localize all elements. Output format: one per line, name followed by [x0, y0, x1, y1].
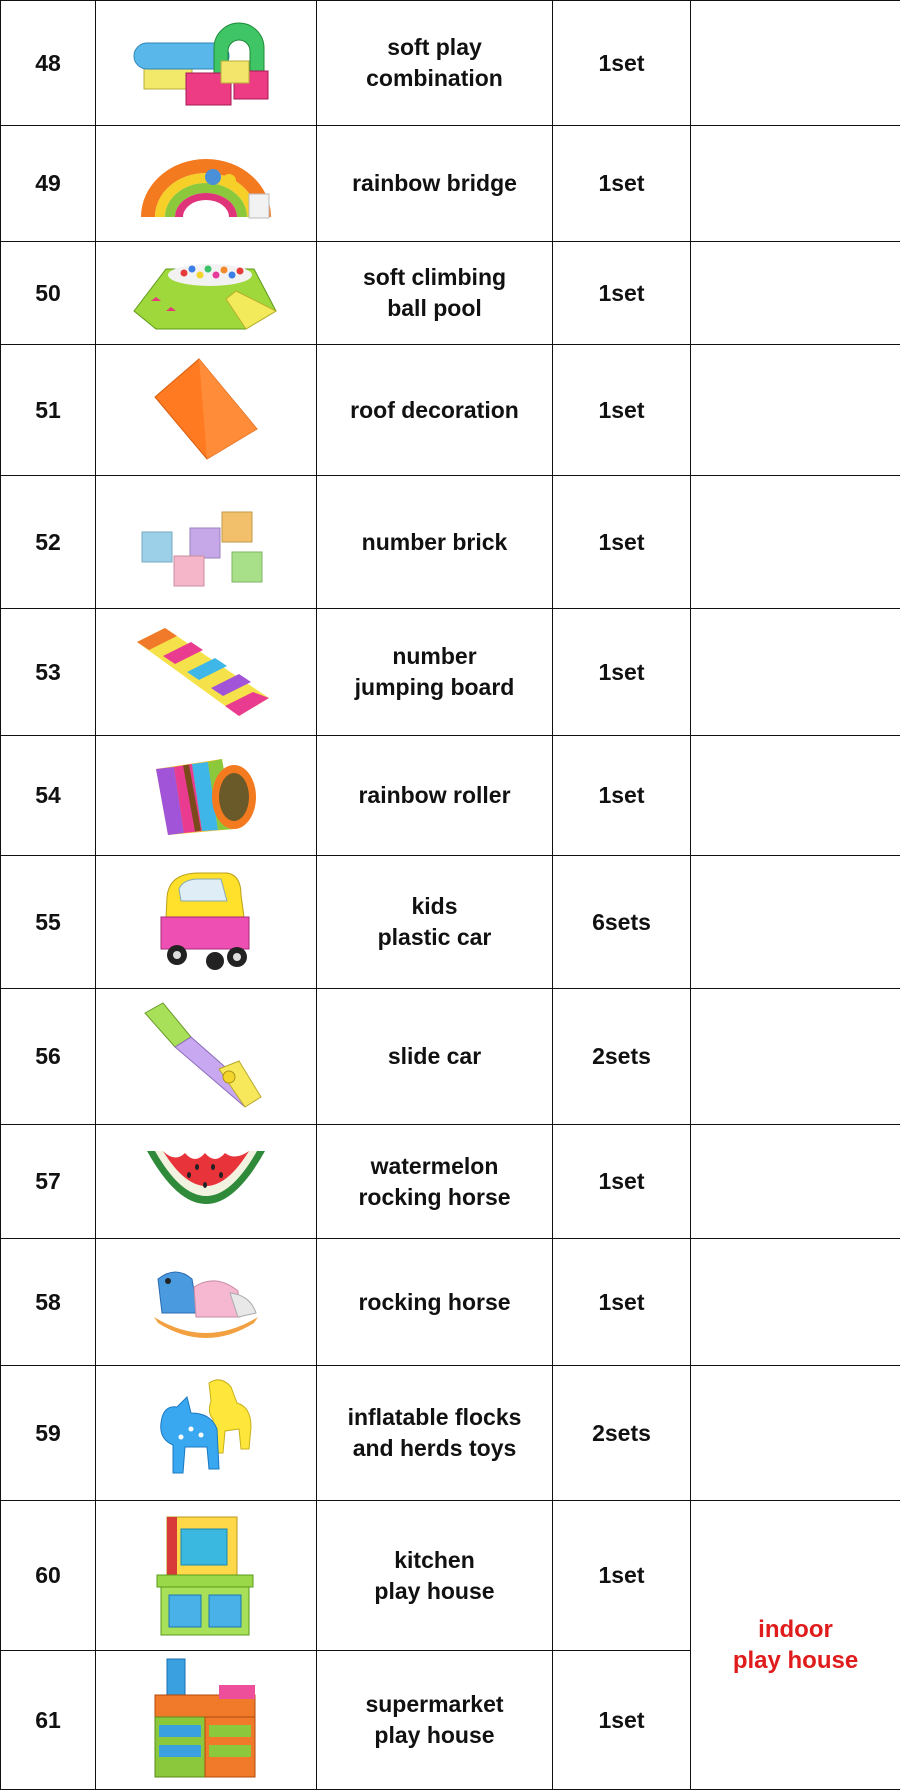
product-image: [96, 1125, 317, 1239]
remark-cell: [691, 242, 900, 345]
product-name: slide car: [317, 989, 553, 1125]
table-row: [1, 1239, 900, 1366]
product-image: [96, 989, 317, 1125]
table-row: [1, 1366, 900, 1501]
quantity: 1set: [553, 345, 691, 476]
item-number: 61: [1, 1651, 96, 1790]
quantity: 1set: [553, 476, 691, 609]
item-number: 52: [1, 476, 96, 609]
quantity: 1set: [553, 609, 691, 736]
item-number: 54: [1, 736, 96, 856]
quantity: 2sets: [553, 989, 691, 1125]
table-row: [1, 242, 900, 345]
quantity: 1set: [553, 242, 691, 345]
watermelon-rocker-icon: [141, 1137, 271, 1227]
item-number: 57: [1, 1125, 96, 1239]
item-number: 53: [1, 609, 96, 736]
product-name: rocking horse: [317, 1239, 553, 1366]
group-remark: indoor play house: [691, 1501, 900, 1790]
product-name: watermelon rocking horse: [317, 1125, 553, 1239]
product-name: kids plastic car: [317, 856, 553, 989]
product-name: number jumping board: [317, 609, 553, 736]
product-image: [96, 609, 317, 736]
product-name: soft play combination: [317, 1, 553, 126]
quantity: 1set: [553, 1501, 691, 1651]
table-row: [1, 1, 900, 126]
product-image: [96, 1366, 317, 1501]
rocking-horse-icon: [146, 1257, 266, 1347]
product-image: [96, 856, 317, 989]
item-number: 58: [1, 1239, 96, 1366]
table-row: [1, 126, 900, 242]
rainbow-roller-icon: [146, 751, 266, 841]
product-name: rainbow bridge: [317, 126, 553, 242]
remark-cell: [691, 1125, 900, 1239]
product-name: supermarket play house: [317, 1651, 553, 1790]
jumping-board-icon: [131, 620, 281, 725]
product-image: [96, 1501, 317, 1651]
remark-cell: [691, 476, 900, 609]
product-image: [96, 126, 317, 242]
supermarket-play-house-icon: [149, 1655, 264, 1785]
kitchen-play-house-icon: [151, 1511, 261, 1641]
remark-cell: [691, 856, 900, 989]
table-row: [1, 476, 900, 609]
plastic-car-icon: [151, 867, 261, 977]
product-image: [96, 1651, 317, 1790]
product-image: [96, 736, 317, 856]
quantity: 6sets: [553, 856, 691, 989]
remark-cell: [691, 609, 900, 736]
number-brick-icon: [136, 492, 276, 592]
remark-cell: [691, 1366, 900, 1501]
table-row: [1, 345, 900, 476]
table-row: [1, 989, 900, 1125]
quantity: 2sets: [553, 1366, 691, 1501]
quantity: 1set: [553, 126, 691, 242]
remark-cell: [691, 1239, 900, 1366]
product-image: [96, 476, 317, 609]
ball-pool-icon: [126, 251, 286, 336]
item-number: 60: [1, 1501, 96, 1651]
item-number: 51: [1, 345, 96, 476]
rainbow-bridge-icon: [131, 139, 281, 229]
remark-cell: [691, 1, 900, 126]
item-number: 49: [1, 126, 96, 242]
quantity: 1set: [553, 1125, 691, 1239]
slide-car-icon: [141, 999, 271, 1114]
soft-play-combination-icon: [126, 13, 286, 113]
quantity: 1set: [553, 1651, 691, 1790]
remark-cell: [691, 736, 900, 856]
product-image: [96, 242, 317, 345]
product-name: number brick: [317, 476, 553, 609]
table-row: [1, 1125, 900, 1239]
item-number: 56: [1, 989, 96, 1125]
table-row: [1, 736, 900, 856]
product-name: inflatable flocks and herds toys: [317, 1366, 553, 1501]
product-image: [96, 1, 317, 126]
remark-cell: [691, 345, 900, 476]
inflatable-animals-icon: [151, 1373, 261, 1493]
table-row: [1, 1501, 900, 1651]
product-name: roof decoration: [317, 345, 553, 476]
item-number: 50: [1, 242, 96, 345]
table-row: [1, 856, 900, 989]
item-number: 48: [1, 1, 96, 126]
table-row: [1, 609, 900, 736]
product-name: kitchen play house: [317, 1501, 553, 1651]
product-name: soft climbing ball pool: [317, 242, 553, 345]
remark-cell: [691, 989, 900, 1125]
item-number: 59: [1, 1366, 96, 1501]
product-image: [96, 345, 317, 476]
quantity: 1set: [553, 1239, 691, 1366]
item-number: 55: [1, 856, 96, 989]
product-image: [96, 1239, 317, 1366]
remark-cell: [691, 126, 900, 242]
quantity: 1set: [553, 736, 691, 856]
roof-decoration-icon: [141, 355, 271, 465]
quantity: 1set: [553, 1, 691, 126]
product-name: rainbow roller: [317, 736, 553, 856]
